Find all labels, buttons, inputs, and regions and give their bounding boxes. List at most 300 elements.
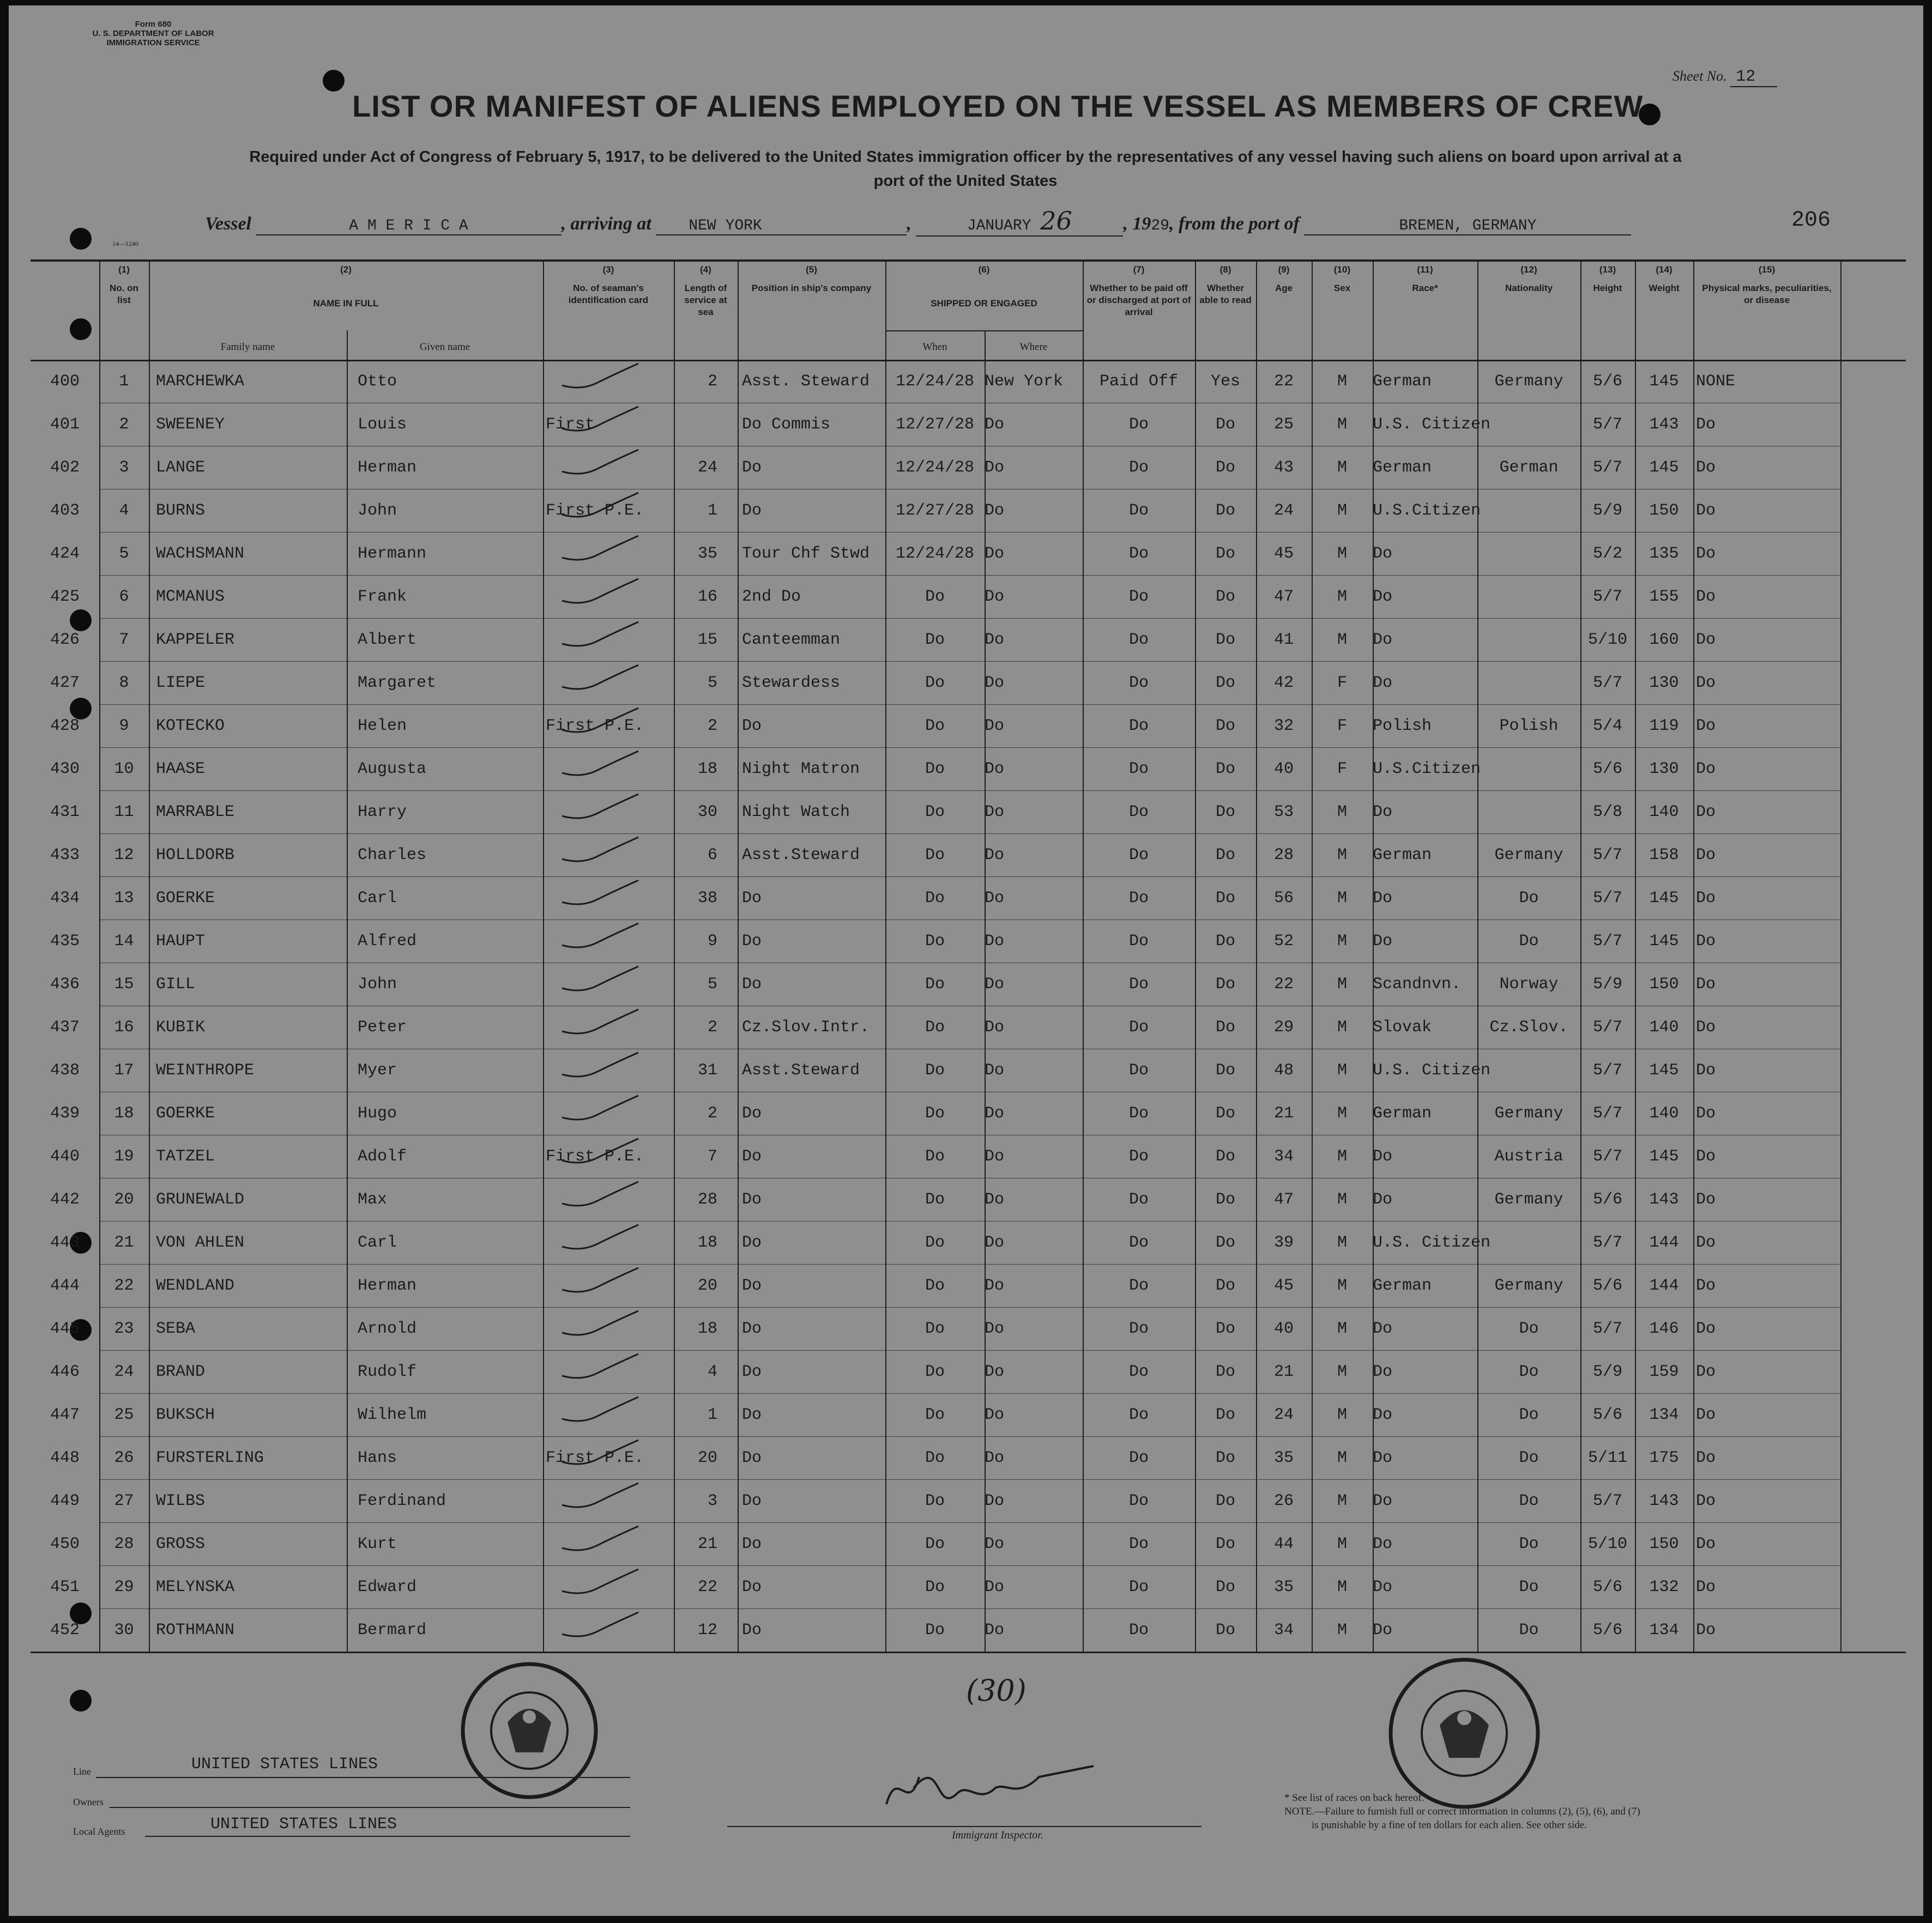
- department: U. S. DEPARTMENT OF LABOR: [92, 29, 214, 38]
- cell-position: Do: [742, 717, 762, 735]
- cell-position: Do: [742, 889, 762, 908]
- cell-race: Do: [1373, 1492, 1393, 1510]
- cell-race: Do: [1373, 1147, 1393, 1166]
- cell-service: 24: [697, 458, 717, 477]
- cell-weight: 160: [1649, 631, 1679, 649]
- cell-weight: 145: [1649, 1147, 1679, 1166]
- cell-marks: Do: [1696, 588, 1716, 606]
- row-reference-number: 401: [50, 415, 80, 434]
- cell-nationality: Polish: [1499, 717, 1559, 735]
- cell-given: John: [358, 975, 397, 994]
- cell-marks: Do: [1696, 415, 1716, 434]
- cell-given: Carl: [358, 889, 397, 908]
- cell-paid: Do: [1128, 1492, 1149, 1510]
- cell-service: 15: [697, 631, 717, 649]
- cell-weight: 130: [1649, 760, 1679, 778]
- cell-position: Do: [742, 1320, 762, 1338]
- cell-family: WACHSMANN: [156, 545, 245, 563]
- cell-no: 7: [119, 631, 129, 649]
- column-label: Age: [1275, 283, 1293, 293]
- cell-position: Do: [742, 1233, 762, 1252]
- cell-marks: Do: [1696, 932, 1716, 951]
- row-reference-number: 448: [50, 1449, 80, 1467]
- cell-race: Do: [1373, 1190, 1393, 1209]
- cell-sex: M: [1337, 415, 1347, 434]
- punch-hole: [70, 318, 92, 340]
- check-mark-icon: [559, 533, 641, 566]
- cell-nationality: Do: [1519, 1578, 1539, 1597]
- cell-marks: Do: [1696, 1018, 1716, 1037]
- cell-sex: M: [1337, 588, 1347, 606]
- cell-sex: M: [1337, 932, 1347, 951]
- cell-height: 5/7: [1592, 846, 1622, 864]
- cell-given: Albert: [358, 631, 417, 649]
- column-header-9: [1256, 264, 1312, 294]
- cell-sex: M: [1337, 1277, 1347, 1295]
- stamp-number: 206: [1791, 208, 1831, 233]
- column-label: SHIPPED OR ENGAGED: [931, 298, 1037, 309]
- cell-family: GOERKE: [156, 1104, 215, 1123]
- row-rule: [99, 1522, 1840, 1523]
- cell-no: 20: [114, 1190, 134, 1209]
- column-header-11: [1373, 264, 1477, 294]
- cell-paid: Do: [1128, 760, 1149, 778]
- cell-read: Do: [1215, 1492, 1235, 1510]
- consulate-stamp-right: [1382, 1652, 1546, 1815]
- cell-when: Do: [925, 1578, 945, 1597]
- check-mark-icon: [559, 1437, 641, 1470]
- column-label: Weight: [1649, 283, 1680, 293]
- cell-where: Do: [985, 1104, 1005, 1123]
- cell-where: Do: [985, 501, 1005, 520]
- cell-race: U.S. Citizen: [1373, 1061, 1491, 1080]
- cell-height: 5/6: [1592, 760, 1622, 778]
- cell-marks: Do: [1696, 631, 1716, 649]
- cell-marks: Do: [1696, 1061, 1716, 1080]
- row-reference-number: 425: [50, 588, 80, 606]
- cell-sex: M: [1337, 545, 1347, 563]
- form-id: [90, 20, 216, 47]
- cell-marks: Do: [1696, 545, 1716, 563]
- column-number: (11): [1417, 264, 1433, 275]
- cell-when: Do: [925, 1147, 945, 1166]
- cell-no: 21: [114, 1233, 134, 1252]
- check-mark-icon: [559, 662, 641, 695]
- cell-race: U.S. Citizen: [1373, 415, 1491, 434]
- cell-height: 5/7: [1592, 1018, 1622, 1037]
- cell-height: 5/7: [1592, 932, 1622, 951]
- cell-service: 12: [697, 1621, 717, 1640]
- cell-weight: 132: [1649, 1578, 1679, 1597]
- footer-line-value: UNITED STATES LINES: [191, 1755, 378, 1774]
- cell-no: 5: [119, 545, 129, 563]
- column-number: (1): [118, 264, 130, 275]
- cell-paid: Do: [1128, 458, 1149, 477]
- cell-card: First P.E.: [546, 1449, 644, 1467]
- cell-marks: Do: [1696, 501, 1716, 520]
- footer-line-rule: [96, 1777, 630, 1778]
- cell-read: Do: [1215, 889, 1235, 908]
- cell-position: Do Commis: [742, 415, 831, 434]
- check-mark-icon: [559, 1351, 641, 1384]
- cell-age: 25: [1273, 415, 1294, 434]
- cell-height: 5/7: [1592, 458, 1622, 477]
- cell-no: 27: [114, 1492, 134, 1510]
- cell-family: HOLLDORB: [156, 846, 235, 864]
- cell-family: KUBIK: [156, 1018, 206, 1037]
- cell-position: Do: [742, 1406, 762, 1424]
- cell-position: Night Matron: [742, 760, 860, 778]
- cell-height: 5/7: [1592, 889, 1622, 908]
- cell-weight: 150: [1649, 975, 1679, 994]
- column-label: Whether to be paid off or discharged at port of arrival: [1086, 283, 1191, 317]
- cell-family: WILBS: [156, 1492, 206, 1510]
- cell-weight: 155: [1649, 588, 1679, 606]
- cell-race: Do: [1373, 1449, 1393, 1467]
- cell-weight: 150: [1649, 501, 1679, 520]
- cell-where: Do: [985, 1406, 1005, 1424]
- cell-service: 16: [697, 588, 717, 606]
- cell-nationality: Do: [1519, 889, 1539, 908]
- cell-card: First P.E.: [546, 1147, 644, 1166]
- cell-weight: 145: [1649, 1061, 1679, 1080]
- cell-race: German: [1373, 1277, 1432, 1295]
- cell-age: 44: [1273, 1535, 1294, 1553]
- cell-marks: Do: [1696, 975, 1716, 994]
- cell-read: Do: [1215, 803, 1235, 821]
- cell-nationality: Do: [1519, 1406, 1539, 1424]
- cell-paid: Do: [1128, 975, 1149, 994]
- cell-when: 12/24/28: [895, 372, 975, 391]
- cell-height: 5/7: [1592, 1320, 1622, 1338]
- cell-marks: Do: [1696, 846, 1716, 864]
- cell-service: 2: [707, 1018, 717, 1037]
- cell-race: German: [1373, 846, 1432, 864]
- cell-paid: Paid Off: [1099, 372, 1179, 391]
- check-mark-icon: [559, 878, 641, 910]
- cell-read: Do: [1215, 1147, 1235, 1166]
- cell-service: 18: [697, 1233, 717, 1252]
- cell-sex: M: [1337, 1535, 1347, 1553]
- cell-race: Do: [1373, 1406, 1393, 1424]
- cell-sex: M: [1337, 803, 1347, 821]
- cell-read: Do: [1215, 760, 1235, 778]
- cell-paid: Do: [1128, 501, 1149, 520]
- cell-service: 6: [707, 846, 717, 864]
- cell-when: Do: [925, 889, 945, 908]
- cell-age: 45: [1273, 545, 1294, 563]
- cell-no: 6: [119, 588, 129, 606]
- cell-sex: M: [1337, 372, 1347, 391]
- column-header-3: [543, 264, 674, 306]
- cell-where: Do: [985, 1578, 1005, 1597]
- column-number: (6): [978, 264, 990, 275]
- column-label: No. on list: [110, 283, 138, 305]
- cell-age: 34: [1273, 1147, 1294, 1166]
- row-reference-number: 443: [50, 1233, 80, 1252]
- cell-no: 14: [114, 932, 134, 951]
- cell-weight: 143: [1649, 1190, 1679, 1209]
- cell-read: Do: [1215, 631, 1235, 649]
- cell-weight: 175: [1649, 1449, 1679, 1467]
- cell-race: Do: [1373, 1621, 1393, 1640]
- row-reference-number: 436: [50, 975, 80, 994]
- cell-height: 5/7: [1592, 1061, 1622, 1080]
- column-number: (9): [1278, 264, 1290, 275]
- cell-weight: 145: [1649, 372, 1679, 391]
- cell-sex: M: [1337, 458, 1347, 477]
- cell-position: Do: [742, 1104, 762, 1123]
- cell-weight: 144: [1649, 1277, 1679, 1295]
- cell-paid: Do: [1128, 545, 1149, 563]
- cell-given: Rudolf: [358, 1363, 417, 1381]
- cell-age: 56: [1273, 889, 1294, 908]
- cell-race: Do: [1373, 889, 1393, 908]
- cell-no: 12: [114, 846, 134, 864]
- column-header-2: [149, 264, 543, 310]
- cell-race: Do: [1373, 1363, 1393, 1381]
- cell-sex: F: [1337, 760, 1347, 778]
- check-mark-icon: [559, 1265, 641, 1298]
- cell-paid: Do: [1128, 1061, 1149, 1080]
- column-label: Race*: [1412, 283, 1438, 293]
- cell-paid: Do: [1128, 846, 1149, 864]
- row-reference-number: 400: [50, 372, 80, 391]
- cell-age: 21: [1273, 1104, 1294, 1123]
- cell-paid: Do: [1128, 1449, 1149, 1467]
- cell-where: Do: [985, 1320, 1005, 1338]
- cell-when: Do: [925, 1621, 945, 1640]
- cell-family: HAASE: [156, 760, 206, 778]
- cell-height: 5/11: [1587, 1449, 1627, 1467]
- cell-race: Do: [1373, 803, 1393, 821]
- cell-age: 43: [1273, 458, 1294, 477]
- cell-card: First P.E.: [546, 717, 644, 735]
- cell-height: 5/7: [1592, 1233, 1622, 1252]
- cell-family: GROSS: [156, 1535, 206, 1553]
- cell-card: First: [546, 415, 595, 434]
- cell-marks: Do: [1696, 1621, 1716, 1640]
- column-header-8: [1195, 264, 1256, 306]
- cell-family: KAPPELER: [156, 631, 235, 649]
- footer-owners-rule: [110, 1807, 630, 1808]
- cell-family: KOTECKO: [156, 717, 225, 735]
- cell-position: Tour Chf Stwd: [742, 545, 870, 563]
- footer-line-label: Line: [73, 1766, 91, 1777]
- column-number: (3): [602, 264, 614, 275]
- cell-nationality: German: [1499, 458, 1559, 477]
- cell-family: ROTHMANN: [156, 1621, 235, 1640]
- cell-read: Do: [1215, 1061, 1235, 1080]
- column-number: (13): [1599, 264, 1616, 275]
- cell-service: 1: [707, 501, 717, 520]
- cell-where: Do: [985, 1492, 1005, 1510]
- cell-family: BUKSCH: [156, 1406, 215, 1424]
- cell-when: Do: [925, 1233, 945, 1252]
- cell-age: 53: [1273, 803, 1294, 821]
- cell-family: BRAND: [156, 1363, 206, 1381]
- cell-paid: Do: [1128, 1363, 1149, 1381]
- cell-height: 5/6: [1592, 1406, 1622, 1424]
- row-rule: [99, 1264, 1840, 1265]
- cell-weight: 150: [1649, 1535, 1679, 1553]
- cell-where: Do: [985, 889, 1005, 908]
- column-subheader: Given name: [419, 341, 470, 353]
- document-subtitle: Required under Act of Congress of February 5, 1917, to be delivered to the United States immigration officer by the representatives of any vessel having such aliens on board upon arrival at a port of the United States: [249, 148, 1682, 190]
- row-reference-number: 428: [50, 717, 80, 735]
- cell-service: 21: [697, 1535, 717, 1553]
- cell-where: Do: [985, 1233, 1005, 1252]
- cell-no: 15: [114, 975, 134, 994]
- cell-paid: Do: [1128, 588, 1149, 606]
- row-rule: [99, 1307, 1840, 1308]
- cell-weight: 145: [1649, 932, 1679, 951]
- cell-age: 24: [1273, 1406, 1294, 1424]
- sheet-number: 12: [1730, 68, 1777, 87]
- cell-when: Do: [925, 1018, 945, 1037]
- row-reference-number: 434: [50, 889, 80, 908]
- cell-when: Do: [925, 803, 945, 821]
- cell-service: 35: [697, 545, 717, 563]
- cell-no: 30: [114, 1621, 134, 1640]
- cell-position: Stewardess: [742, 674, 841, 692]
- cell-service: 38: [697, 889, 717, 908]
- row-reference-number: 439: [50, 1104, 80, 1123]
- cell-position: Asst.Steward: [742, 846, 860, 864]
- cell-weight: 130: [1649, 674, 1679, 692]
- cell-nationality: Germany: [1494, 1190, 1563, 1209]
- column-number: (10): [1333, 264, 1351, 275]
- cell-read: Do: [1215, 1406, 1235, 1424]
- cell-position: Do: [742, 458, 762, 477]
- check-mark-icon: [559, 791, 641, 824]
- row-rule: [99, 704, 1840, 705]
- cell-when: 12/24/28: [895, 458, 975, 477]
- column-header-10: [1312, 264, 1373, 294]
- cell-weight: 145: [1649, 889, 1679, 908]
- cell-weight: 140: [1649, 1104, 1679, 1123]
- cell-race: Scandnvn.: [1373, 975, 1462, 994]
- cell-where: Do: [985, 415, 1005, 434]
- cell-given: Frank: [358, 588, 407, 606]
- cell-where: Do: [985, 1190, 1005, 1209]
- check-mark-icon: [559, 619, 641, 652]
- cell-service: 1: [707, 1406, 717, 1424]
- cell-sex: M: [1337, 975, 1347, 994]
- cell-family: GRUNEWALD: [156, 1190, 245, 1209]
- cell-age: 45: [1273, 1277, 1294, 1295]
- cell-no: 10: [114, 760, 134, 778]
- cell-service: 4: [707, 1363, 717, 1381]
- cell-height: 5/6: [1592, 1277, 1622, 1295]
- cell-age: 48: [1273, 1061, 1294, 1080]
- cell-nationality: Do: [1519, 1535, 1539, 1553]
- cell-read: Do: [1215, 1535, 1235, 1553]
- cell-where: Do: [985, 1061, 1005, 1080]
- cell-height: 5/9: [1592, 975, 1622, 994]
- cell-height: 5/8: [1592, 803, 1622, 821]
- cell-sex: M: [1337, 501, 1347, 520]
- cell-nationality: Do: [1519, 1449, 1539, 1467]
- cell-where: Do: [985, 1449, 1005, 1467]
- cell-height: 5/4: [1592, 717, 1622, 735]
- check-mark-icon: [559, 404, 641, 437]
- cell-race: German: [1373, 458, 1432, 477]
- cell-race: Polish: [1373, 717, 1432, 735]
- column-label: Physical marks, peculiarities, or disease: [1702, 283, 1832, 305]
- cell-no: 8: [119, 674, 129, 692]
- row-reference-number: 433: [50, 846, 80, 864]
- cell-when: Do: [925, 1190, 945, 1209]
- cell-paid: Do: [1128, 1104, 1149, 1123]
- cell-no: 4: [119, 501, 129, 520]
- cell-when: 12/27/28: [895, 501, 975, 520]
- row-rule: [99, 1608, 1840, 1609]
- cell-position: Night Watch: [742, 803, 850, 821]
- row-rule: [99, 790, 1840, 791]
- cell-paid: Do: [1128, 631, 1149, 649]
- cell-no: 24: [114, 1363, 134, 1381]
- row-reference-number: 445: [50, 1320, 80, 1338]
- cell-sex: M: [1337, 1363, 1347, 1381]
- cell-when: Do: [925, 1492, 945, 1510]
- row-reference-number: 444: [50, 1277, 80, 1295]
- vessel-line: Vessel A M E R I C A , arriving at NEW YORK , JANUARY 26 , 1929, from the port of BREMEN, GERMANY: [205, 206, 1631, 237]
- cell-age: 39: [1273, 1233, 1294, 1252]
- column-label: NAME IN FULL: [313, 298, 379, 309]
- check-mark-icon: [559, 1308, 641, 1341]
- consulate-stamp-left: [456, 1657, 603, 1804]
- footer-owners-label: Owners: [73, 1797, 104, 1807]
- cell-marks: Do: [1696, 1277, 1716, 1295]
- cell-nationality: Norway: [1499, 975, 1559, 994]
- check-mark-icon: [559, 1480, 641, 1513]
- column-number: (14): [1656, 264, 1673, 275]
- cell-given: Ferdinand: [358, 1492, 446, 1510]
- check-mark-icon: [559, 1136, 641, 1169]
- cell-read: Do: [1215, 1621, 1235, 1640]
- column-rule: [1693, 259, 1694, 1652]
- cell-given: Kurt: [358, 1535, 397, 1553]
- cell-nationality: Germany: [1494, 1104, 1563, 1123]
- cell-no: 1: [119, 372, 129, 391]
- cell-when: Do: [925, 674, 945, 692]
- column-subheader: Family name: [220, 341, 275, 353]
- cell-read: Do: [1215, 1190, 1235, 1209]
- cell-family: VON AHLEN: [156, 1233, 245, 1252]
- cell-given: Louis: [358, 415, 407, 434]
- check-mark-icon: [559, 447, 641, 480]
- cell-sex: M: [1337, 889, 1347, 908]
- cell-given: Peter: [358, 1018, 407, 1037]
- row-reference-number: 424: [50, 545, 80, 563]
- column-number: (12): [1520, 264, 1537, 275]
- inspector-label: Immigrant Inspector.: [952, 1829, 1043, 1841]
- cell-race: U.S.Citizen: [1373, 760, 1481, 778]
- cell-no: 9: [119, 717, 129, 735]
- cell-nationality: Germany: [1494, 372, 1563, 391]
- cell-height: 5/7: [1592, 674, 1622, 692]
- table-bottom-rule: [31, 1652, 1906, 1653]
- cell-height: 5/9: [1592, 501, 1622, 520]
- cell-where: Do: [985, 717, 1005, 735]
- cell-family: SEBA: [156, 1320, 196, 1338]
- check-mark-icon: [559, 1093, 641, 1126]
- cell-age: 21: [1273, 1363, 1294, 1381]
- cell-where: Do: [985, 458, 1005, 477]
- small-code: 14—1240: [112, 240, 138, 247]
- cell-weight: 134: [1649, 1621, 1679, 1640]
